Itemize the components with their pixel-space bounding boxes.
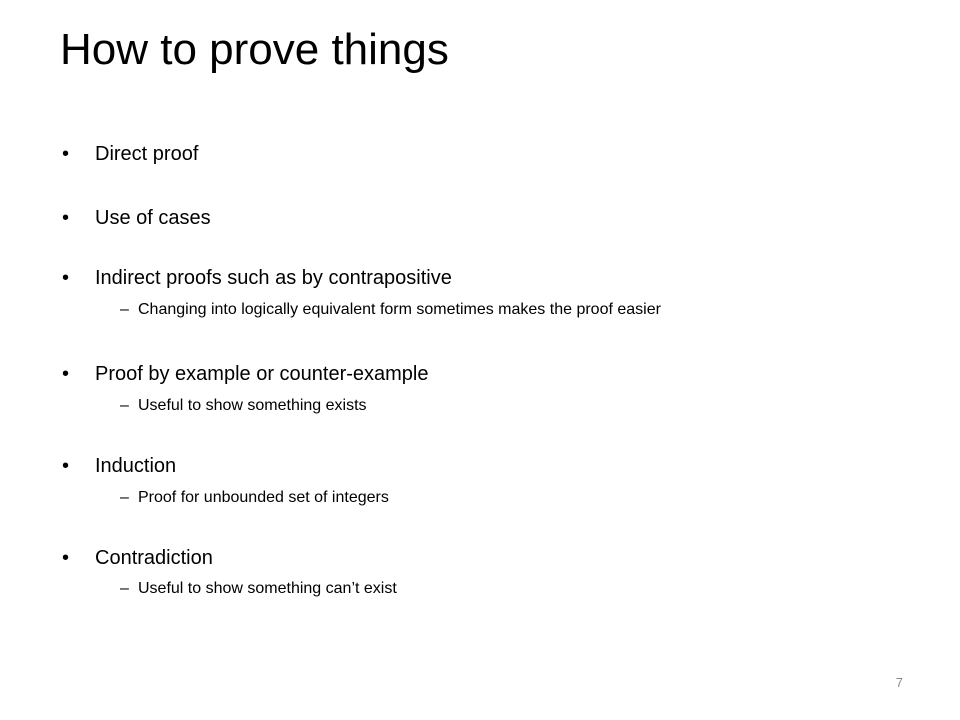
slide-title: How to prove things <box>60 25 449 74</box>
sub-bullet-text: Changing into logically equivalent form sometimes makes the proof easier <box>138 301 661 318</box>
bullet-icon: • <box>62 363 70 385</box>
bullet-icon: • <box>62 143 70 165</box>
dash-icon: – <box>120 301 129 318</box>
sub-bullet-text: Useful to show something can’t exist <box>138 580 397 597</box>
bullet-icon: • <box>62 267 70 289</box>
page-number: 7 <box>895 675 903 690</box>
bullet-icon: • <box>62 547 70 569</box>
bullet-text: Direct proof <box>95 143 199 165</box>
bullet-text: Use of cases <box>95 207 211 229</box>
dash-icon: – <box>120 489 129 506</box>
bullet-text: Proof by example or counter-example <box>95 363 429 385</box>
bullet-icon: • <box>62 455 70 477</box>
sub-bullet-text: Useful to show something exists <box>138 397 367 414</box>
sub-bullet-text: Proof for unbounded set of integers <box>138 489 389 506</box>
dash-icon: – <box>120 397 129 414</box>
bullet-text: Induction <box>95 455 177 477</box>
bullet-text: Indirect proofs such as by contrapositive <box>95 267 452 289</box>
bullet-icon: • <box>62 207 70 229</box>
dash-icon: – <box>120 580 129 597</box>
bullet-text: Contradiction <box>95 547 213 569</box>
